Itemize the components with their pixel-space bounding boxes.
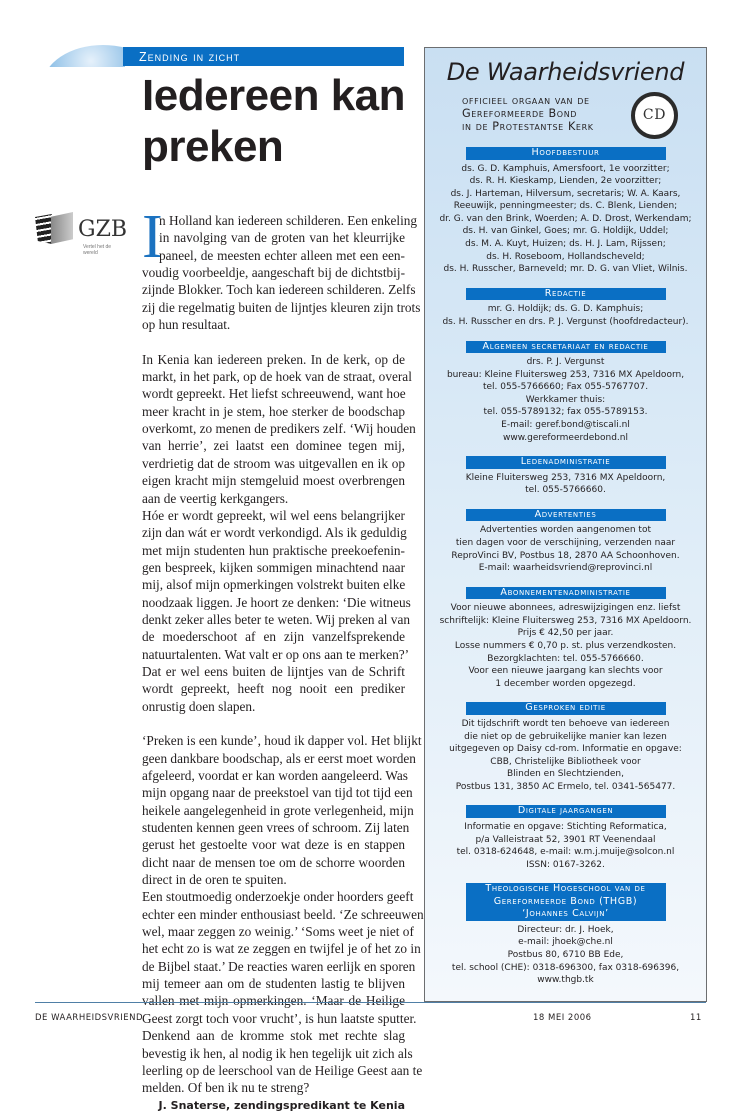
article-line: op hun resultaat. (142, 317, 231, 333)
section-text-line: Prijs € 42,50 per jaar. (517, 628, 614, 639)
paragraph-gap (142, 715, 405, 732)
article-line: natuurtalenten. Wat valt er op ons aan te merken?’ (142, 646, 410, 662)
article-body (142, 203, 424, 1114)
subtitle-line: in de Protestantse Kerk (462, 120, 594, 133)
section-text-line: ds. R. H. Kieskamp, Lienden, 2e voorzitter; (469, 176, 662, 187)
footer-date: 18 MEI 2006 (533, 1013, 592, 1023)
article-line: gen bespreek, kijken sommigen minachtend naar (142, 559, 405, 575)
section-heading-line: Digitale jaargangen (517, 805, 614, 817)
section-text-line: ds. H. Russcher en drs. P. J. Vergunst (hoofdredacteur). (442, 316, 689, 327)
article-line: Geest zorgt toch voor vrucht’, is hun laatste sputter. (142, 1010, 417, 1026)
section-text-line: Voor een nieuwe jaargang kan slechts voor (468, 666, 663, 677)
footer-page-number: 11 (690, 1013, 702, 1023)
section-text-line: Directeur: dr. J. Hoek, (517, 924, 614, 935)
section-text-line: tel. 055-5789132; fax 055-5789153. (483, 407, 648, 418)
section-heading-line: Algemeen secretariaat en redactie (482, 340, 649, 352)
section-text-line: tel. 055-5766660. (525, 485, 606, 496)
section-heading-line: Gesproken editie (525, 702, 606, 714)
section-text-line: Advertenties worden aangenomen tot (479, 525, 651, 536)
article-line: eigen kracht mijn stemgeluid moest overbrengen (142, 473, 405, 489)
section-text-line: 1 december worden opgezegd. (495, 678, 636, 689)
section-text-line: Kleine Fluitersweg 253, 7316 MX Apeldoorn, (465, 472, 666, 483)
section-heading-line: Theologische Hogeschool van de (485, 883, 646, 895)
gzb-name: GZB (78, 217, 128, 242)
article-line: dicht naar de mensen toe om de schorre woorden (142, 854, 405, 870)
subtitle-line: officieel orgaan van de (462, 94, 590, 107)
article-line: zij die regelmatig buiten de lijntjes kleuren zijn trots (142, 299, 421, 315)
article-line: bevestig ik hen, al nodig ik hen tegelijk uit zich als (142, 1045, 413, 1061)
section-text-line: ReproVinci BV, Postbus 18, 2870 AA Schoonhoven. (451, 550, 680, 561)
article-line: geen dankbare boodschap, als er eerst moet worden (142, 750, 416, 766)
section-heading (466, 883, 666, 921)
article-line: heikele aangelegenheid in grote verlegenheid, mijn (142, 802, 414, 818)
section-text-line: dr. G. van den Brink, Woerden; A. D. Drost, Werkendam; (439, 213, 692, 224)
section-text-line: ds. J. Harteman, Hilversum, secretaris; W. A. Kaars, (450, 188, 681, 199)
section-text-line: Losse nummers € 0,70 p. st. plus verzendkosten. (454, 641, 677, 652)
article-line: zijn dan wát er wordt verkondigd. Als ik geduldig (142, 525, 407, 541)
section-text-line: Dit tijdschrift wordt ten behoeve van iedereen (461, 718, 670, 729)
section-text-line: www.gereformeerdebond.nl (503, 432, 628, 443)
section-heading (466, 805, 666, 818)
section-text-line: Reeuwijk, penningmeester; ds. C. Blenk, Lienden; (453, 201, 678, 212)
article-line: Denkend aan de kromme stok met rechte slag (142, 1028, 405, 1044)
article-line: leerling op de leerschool van de Heilige Geest aan te (142, 1062, 423, 1078)
section-text-line: Werkkamer thuis: (525, 394, 606, 405)
section-text-line: Bezorgklachten: tel. 055-5766660. (487, 653, 644, 664)
article-line: ‘Preken is een kunde’, houd ik dapper vol. Het blijkt (142, 733, 422, 749)
section-text-line: uitgegeven op Daisy cd-rom. Informatie en opgave: (449, 744, 682, 755)
section-text-line: mr. G. Holdijk; ds. G. D. Kamphuis; (487, 304, 644, 315)
section-text-line: Postbus 80, 6710 BB Ede, (507, 950, 624, 961)
article-line: mijn opgang naar de preekstoel van tijd tot tijd een (142, 785, 413, 801)
section-heading (466, 587, 666, 600)
paragraph-gap (142, 333, 405, 350)
article-line: wordt gepreekt. Het liefst schreeuwend, want hoe (142, 386, 406, 402)
article-line: aan de veertig kerkgangers. (142, 490, 289, 506)
article-line: gerust het gestoelte voor wat deze is en stappen (142, 837, 405, 853)
article-line: n Holland kan iedereen schilderen. Een enkeling (159, 213, 418, 228)
section-text-line: tel. 055-5766660; Fax 055-5767707. (482, 382, 649, 393)
section-heading-line: ‘Johannes Calvijn’ (522, 908, 609, 920)
article-line: paneel, de meesten echter alleen met een een- (159, 247, 405, 263)
section-text-line: Blinden en Slechtzienden, (506, 769, 624, 780)
article-line: afgeleerd, voordat er kan worden aangeleerd. Was (142, 768, 408, 783)
section-heading (466, 288, 666, 301)
masthead-subtitle (425, 94, 706, 133)
section-text-line: p/a Valleistraat 52, 3901 RT Veenendaal (475, 834, 656, 845)
section-text-line: ds. H. Russcher, Barneveld; mr. D. G. van Vliet, Wilnis. (443, 264, 688, 275)
article-line: met mijn studenten hun praktische preekoefenin- (142, 542, 405, 558)
section-heading-line: Abonnementenadministratie (500, 586, 631, 598)
section-text-line: e-mail: jhoek@che.nl (518, 937, 613, 948)
section-text-line: die niet op de gebruikelijke manier kan lezen (464, 731, 667, 742)
section-heading-line: Advertenties (534, 508, 597, 520)
section-heading (466, 509, 666, 522)
section-text-line: ds. H. van Ginkel, Goes; mr. G. Holdijk, Uddel; (462, 226, 669, 237)
article-line: voudig voorbeeldje, aangeschaft bij de dichtstbij- (142, 265, 405, 281)
section-text-line: tel. school (CHE): 0318-696300, fax 0318-696396, (451, 962, 680, 973)
globe-image (35, 45, 125, 67)
section-text-line: tien dagen voor de verschijning, verzenden naar (455, 537, 676, 548)
section-text-line: bureau: Kleine Fluitersweg 253, 7316 MX Apeldoorn, (446, 369, 685, 380)
section-text-line: Postbus 131, 3850 AC Ermelo, tel. 0341-565477. (455, 781, 676, 792)
article-line: denkt zeker alles beter te weten. Wij preken al van (142, 611, 410, 627)
article-line: het echt zo is wat ze zeggen en twijfel je of het zo in (142, 941, 421, 957)
article-line: melden. Of ben ik nu te streng? (142, 1080, 310, 1096)
article-line: onrustig doen slapen. (142, 698, 256, 714)
author-signature: J. Snaterse, zendingspredikant te Kenia (158, 1098, 405, 1112)
article-line: noodzaak liggen. Je hoort ze denken: ‘Die witneus (142, 594, 411, 610)
article-line: Dat er wel eens buiten de lijntjes van de Schrift (142, 663, 405, 679)
article-line: meer kracht in je stem, hoe sterker de boodschap (142, 403, 405, 419)
section-text-line: Voor nieuwe abonnees, adreswijzigingen enz. liefst (450, 603, 681, 614)
masthead: De Waarheidsvriend (446, 58, 685, 86)
article-line: echter een minder enthousiast beeld. ‘Ze schreeuwen (142, 906, 424, 922)
article-line: vallen met mijn opmerkingen. ‘Maar de Heilige (142, 993, 405, 1009)
article-line: mij, alsof mijn opmerkingen volstrekt buiten elke (142, 577, 406, 593)
section-heading-line: Hoofdbestuur (531, 147, 600, 158)
section-text-line: Informatie en opgave: Stichting Reformatica, (464, 821, 667, 832)
section-text-line: ds. G. D. Kamphuis, Amersfoort, 1e voorzitter; (461, 163, 670, 174)
drop-cap: I (142, 203, 163, 271)
title-line: preken (142, 122, 284, 171)
article-line: van herrie’, zei laatst een dominee tegen mij, (142, 438, 405, 454)
article-line: mij temeer aan om de studenten lastig te blijven (142, 976, 405, 992)
section-text-line: drs. P. J. Vergunst (526, 357, 605, 368)
colophon-sections (425, 147, 706, 987)
article-line: direct in de oren te spuiten. (142, 872, 287, 888)
article-line: wordt gepreekt, heeft nog nooit een prediker (142, 681, 405, 697)
page-title (142, 70, 417, 172)
section-text-line: tel. 0318-624648, e-mail: w.m.j.muije@solcon.nl (456, 847, 675, 858)
title-line: Iedereen kan (142, 71, 406, 120)
article-line: de Bijbel staat.’ De reacties waren eerlijk en sporen (142, 958, 416, 974)
section-text-line: www.thgb.tk (537, 975, 594, 986)
article-line: markt, in het park, op de hoek van de straat, overal (142, 369, 412, 385)
article-line: in navolging van de groten van het kleurrijke (159, 230, 405, 246)
section-heading (466, 147, 666, 160)
section-heading-line: Ledenadministratie (520, 456, 611, 468)
gzb-logo (35, 212, 128, 256)
footer-divider (35, 1002, 706, 1003)
section-text-line: schriftelijk: Kleine Fluitersweg 253, 7316 MX Apeldoorn. (439, 615, 692, 626)
section-text-line: E-mail: waarheidsvriend@reprovinci.nl (478, 563, 653, 574)
article-line: In Kenia kan iedereen preken. In de kerk, op de (142, 351, 405, 367)
article-line: wel, maar zeggen zo weinig.’ ‘Soms weet je niet of (142, 924, 414, 940)
footer-publication: DE WAARHEIDSVRIEND (35, 1013, 144, 1023)
article-line: verdrietig dat de stroom was uitgevallen en ik op (142, 455, 405, 471)
gzb-mark-side (51, 212, 73, 244)
article-line: zijnde Blokker. Toch kan iedereen schilderen. Zelfs (142, 282, 416, 298)
section-text-line: ISSN: 0167-3262. (526, 859, 605, 870)
section-heading (466, 341, 666, 354)
article-line: studenten kennen geen vrees of schroom. Zij laten (142, 820, 410, 836)
section-heading (466, 456, 666, 469)
section-heading (466, 702, 666, 715)
section-text-line: ds. H. Roseboom, Hollandscheveld; (486, 251, 645, 262)
article-line: Hóe er wordt gepreekt, wil wel eens belangrijker (142, 507, 405, 523)
article-line: overkomt, zo menen de predikers zelf. ‘Wij houden (142, 421, 416, 437)
seal-logo: CD (631, 92, 678, 139)
section-text-line: ds. M. A. Kuyt, Huizen; ds. H. J. Lam, Rijssen; (465, 239, 666, 250)
gzb-tagline: Vertel het de wereld (83, 244, 112, 256)
colophon-box (424, 47, 707, 1002)
section-heading-line: Gereformeerde Bond (THGB) (493, 895, 638, 907)
section-label: Zending in zicht (123, 47, 404, 66)
subtitle-line: Gereformeerde Bond (462, 107, 578, 120)
section-text-line: CBB, Christelijke Bibliotheek voor (490, 756, 641, 767)
section-heading-line: Redactie (544, 287, 587, 299)
article-line: Een stoutmoedig onderzoekje onder hoorders geeft (142, 889, 414, 905)
article-line: de moederschoot af en zijn vanzelfsprekende (142, 629, 405, 645)
section-text-line: E-mail: geref.bond@tiscali.nl (501, 420, 630, 430)
